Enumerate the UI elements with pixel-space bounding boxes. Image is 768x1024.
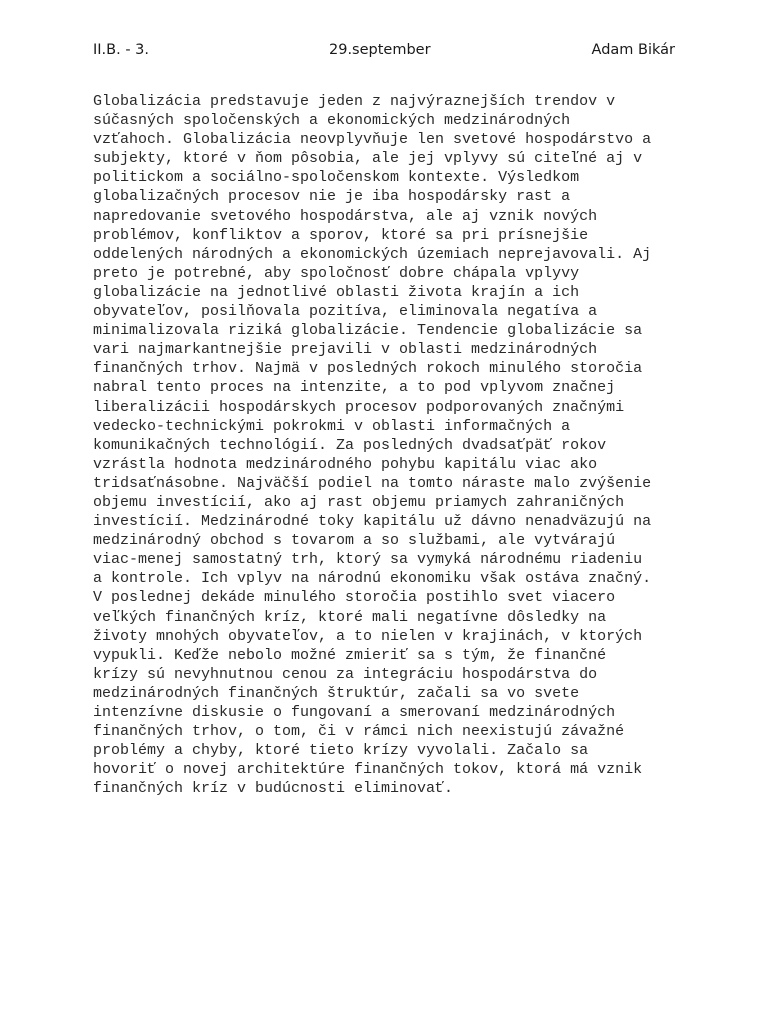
text-line: finančných trhov. Najmä v posledných rokoch minulého storočia: [93, 360, 643, 378]
text-line: vypukli. Keďže nebolo možné zmieriť sa s tým, že finančné: [93, 646, 607, 664]
text-line: medzinárodných finančných štruktúr, začali sa vo svete: [93, 684, 580, 702]
text-line: subjekty, ktoré v ňom pôsobia, ale jej vplyvy sú citeľné aj v: [93, 150, 643, 168]
text-line: tridsaťnásobne. Najväčší podiel na tomto náraste malo zvýšenie: [93, 474, 652, 492]
text-line: preto je potrebné, aby spoločnosť dobre chápala vplyvy: [93, 264, 580, 282]
text-line: nabral tento proces na intenzite, a to pod vplyvom značnej: [93, 379, 616, 397]
text-line: finančných kríz v budúcnosti eliminovať.: [93, 780, 454, 798]
page-header: [93, 42, 675, 62]
text-line: objemu investícií, ako aj rast objemu priamych zahraničných: [93, 493, 625, 511]
text-line: minimalizovala riziká globalizácie. Tendencie globalizácie sa: [93, 322, 643, 340]
header-author: Adam Bikár: [591, 42, 675, 58]
text-line: krízy sú nevyhnutnou cenou za integráciu hospodárstva do: [93, 665, 598, 683]
text-line: vzrástla hodnota medzinárodného pohybu kapitálu viac ako: [93, 455, 598, 473]
header-class-label: II.B. - 3.: [93, 42, 150, 58]
text-line: a kontrole. Ich vplyv na národnú ekonomiku však ostáva značný.: [93, 570, 652, 588]
text-line: vedecko-technickými pokrokmi v oblasti informačných a: [93, 417, 571, 435]
text-line: oddelených národných a ekonomických územiach neprejavovali. Aj: [93, 245, 652, 263]
text-line: medzinárodný obchod s tovarom a so službami, ale vytvárajú: [93, 532, 616, 550]
text-line: napredovanie svetového hospodárstva, ale aj vznik nových: [93, 207, 598, 225]
text-line: vari najmarkantnejšie prejavili v oblasti medzinárodných: [93, 341, 598, 359]
text-line: globalizácie na jednotlivé oblasti života krajín a ich: [93, 283, 580, 301]
text-line: finančných trhov, o tom, či v rámci nich neexistujú závažné: [93, 723, 625, 741]
text-line: politickom a sociálno-spoločenskom kontexte. Výsledkom: [93, 169, 580, 187]
text-line: globalizačných procesov nie je iba hospodársky rast a: [93, 188, 571, 206]
essay-paragraph: [93, 92, 683, 798]
text-line: Globalizácia predstavuje jeden z najvýraznejších trendov v: [93, 93, 616, 110]
text-line: liberalizácii hospodárskych procesov podporovaných značnými: [93, 398, 625, 416]
text-line: problémy a chyby, ktoré tieto krízy vyvolali. Začalo sa: [93, 742, 589, 760]
text-line: veľkých finančných kríz, ktoré mali negatívne dôsledky na: [93, 608, 607, 626]
text-line: intenzívne diskusie o fungovaní a smerovaní medzinárodných: [93, 704, 616, 721]
text-line: V poslednej dekáde minulého storočia postihlo svet viacero: [93, 589, 616, 607]
text-line: komunikačných technológií. Za posledných dvadsaťpäť rokov: [93, 436, 607, 454]
text-line: súčasných spoločenských a ekonomických medzinárodných: [93, 112, 571, 130]
text-line: problémov, konfliktov a sporov, ktoré sa pri prísnejšie: [93, 226, 589, 244]
text-line: životy mnohých obyvateľov, a to nielen v krajinách, v ktorých: [93, 627, 643, 645]
text-line: vzťahoch. Globalizácia neovplyvňuje len svetové hospodárstvo a: [93, 131, 652, 149]
text-line: obyvateľov, posilňovala pozitíva, eliminovala negatíva a: [93, 303, 598, 321]
text-line: investícií. Medzinárodné toky kapitálu už dávno nenadväzujú na: [93, 513, 652, 531]
text-line: hovoriť o novej architektúre finančných tokov, ktorá má vznik: [93, 761, 643, 779]
header-date: 29.september: [329, 42, 431, 58]
text-line: viac-menej samostatný trh, ktorý sa vymyká národnému riadeniu: [93, 551, 643, 569]
